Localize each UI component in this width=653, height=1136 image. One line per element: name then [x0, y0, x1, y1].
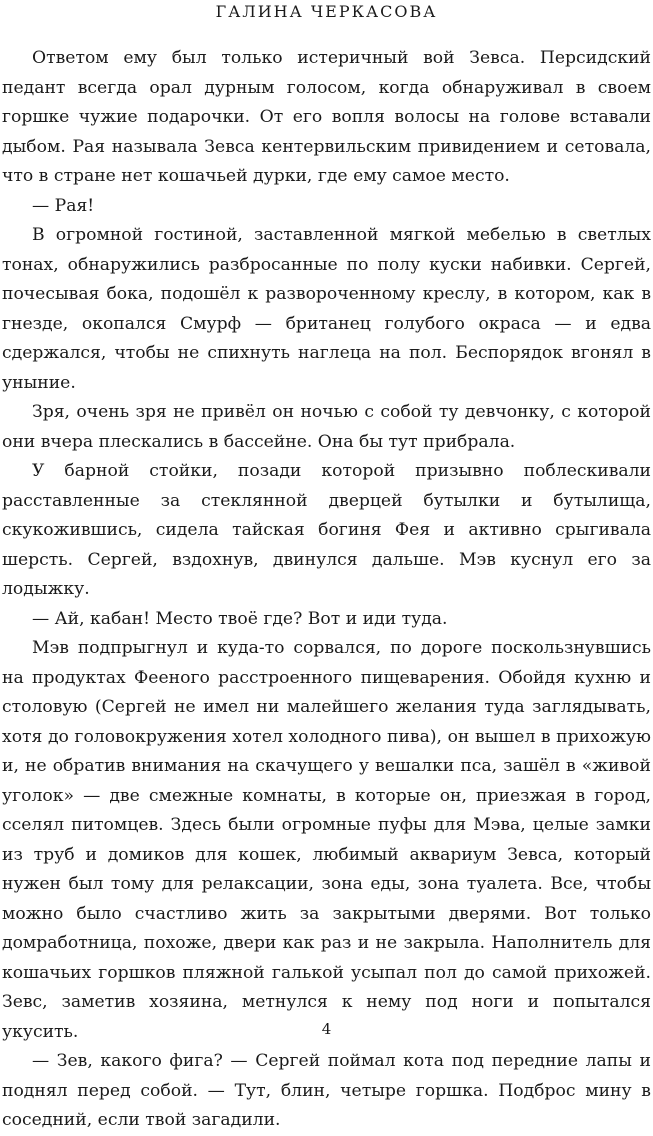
paragraph: Ответом ему был только истеричный вой Зевса. Персидский педант всегда орал дурным голосом, когда обнаруживал в своем горшке чужие подарочки. От его вопля волосы на голове вставали дыбом. Рая называла Зевса кентервильским привидением и сетовала, что в стране нет кошачьей дурки, где ему самое место.	[2, 48, 651, 186]
paragraph: — Зев, какого фига? — Сергей поймал кота под передние лапы и поднял перед собой. — Тут, блин, четыре горшка. Подброс мину в соседний, если твой загадили.	[2, 1051, 651, 1130]
paragraph: — Ай, кабан! Место твоё где? Вот и иди туда.	[32, 608, 448, 629]
paragraph: У барной стойки, позади которой призывно поблескивали расставленные за стеклянной дверцей бутылки и бутылища, скукожившись, сидела тайская богиня Фея и активно срыгивала шерсть. Сергей, вздохнув, двинулся дальше. Мэв куснул его за лодыжку.	[2, 461, 651, 599]
paragraph: В огромной гостиной, заставленной мягкой мебелью в светлых тонах, обнаружились разбросанные по полу куски набивки. Сергей, почесывая бока, подошёл к развороченному креслу, в котором, как в гнезде, окопался Смурф — британец голубого окраса — и едва сдержался, чтобы не спихнуть наглеца на пол. Беспорядок вгонял в уныние.	[2, 225, 651, 393]
body-text	[0, 44, 653, 1136]
page-number: 4	[321, 1020, 332, 1038]
paragraph: Зря, очень зря не привёл он ночью с собой ту девчонку, с которой они вчера плескались в бассейне. Она бы тут прибрала.	[2, 402, 651, 452]
paragraph: Мэв подпрыгнул и куда-то сорвался, по дороге поскользнувшись на продуктах Фееного расстроенного пищеварения. Обойдя кухню и столовую (Сергей не имел ни малейшего желания туда заглядывать, хотя до головокружения хотел холодного пива), он вышел в прихожую и, не обратив внимания на скачущего у вешалки пса, зашёл в «живой уголок» — две смежные комнаты, в которые он, приезжая в город, сселял питомцев. Здесь были огромные пуфы для Мэва, целые замки из труб и домиков для кошек, любимый аквариум Зевса, который нужен был тому для релаксации, зона еды, зона туалета. Все, чтобы можно было счастливо жить за закрытыми дверями. Вот только домработница, похоже, двери как раз и не закрыла. Наполнитель для кошачьих горшков пляжной галькой усыпал пол до самой прихожей. Зевс, заметив хозяина, метнулся к нему под ноги и попытался укусить.	[2, 638, 651, 1042]
running-head: ГАЛИНА ЧЕРКАСОВА	[215, 2, 438, 21]
paragraph: — Рая!	[32, 195, 95, 216]
